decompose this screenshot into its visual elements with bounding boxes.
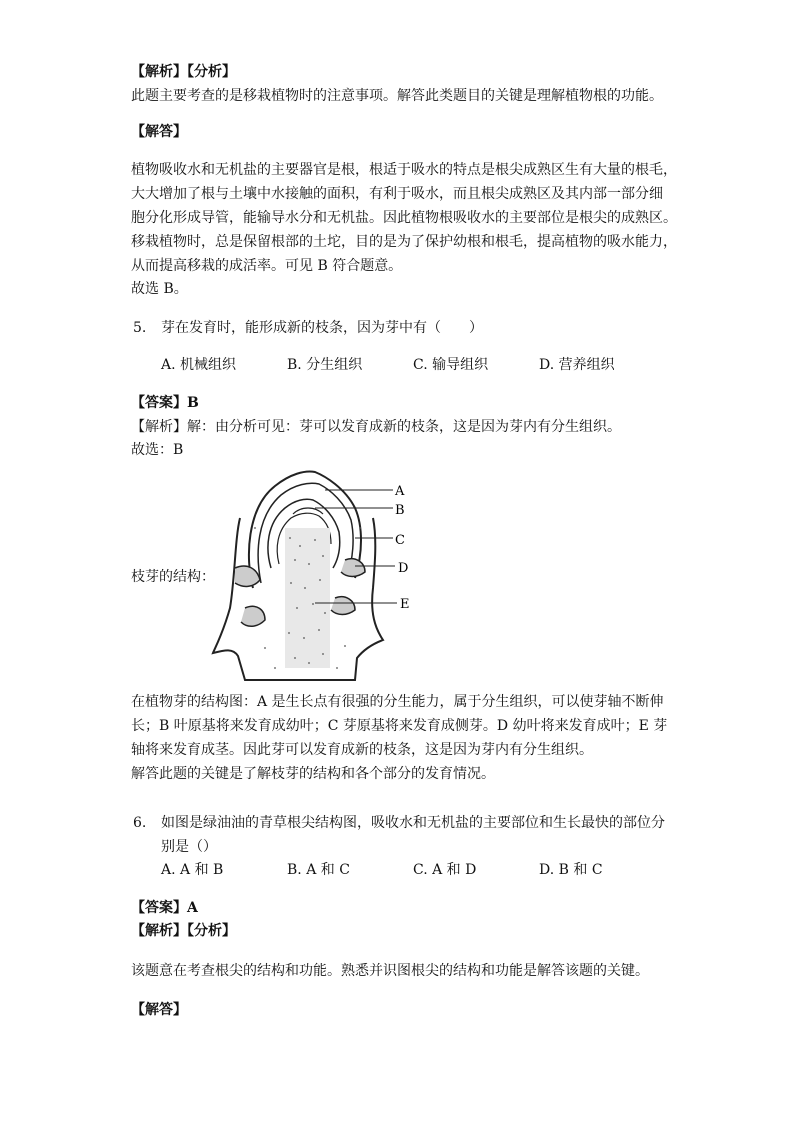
option-d: D. 营养组织 <box>539 357 615 373</box>
question-stem-line: 如图是绿油油的青草根尖结构图，吸收水和无机盐的主要部位和生长最快的部位分 <box>161 815 665 831</box>
section-label-answer: 【解答】 <box>131 124 187 140</box>
explanation-line: 解答此题的关键是了解枝芽的结构和各个部分的发育情况。 <box>131 766 495 782</box>
answer-line: 【答案】A <box>131 900 198 916</box>
question-number: 5. <box>133 320 147 336</box>
analysis-line: 【解析】解：由分析可见：芽可以发育成新的枝条，这是因为芽内有分生组织。 <box>131 419 621 435</box>
answer-paragraph-line: 植物吸收水和无机盐的主要器官是根，根适于吸水的特点是根尖成熟区生有大量的根毛， <box>131 162 677 178</box>
answer-paragraph-line: 大大增加了根与土壤中水接触的面积，有利于吸水，而且根尖成熟区及其内部一部分细 <box>131 186 663 202</box>
figure-caption: 枝芽的结构： <box>131 569 215 585</box>
question-number: 6. <box>133 815 147 831</box>
answer-line: 【答案】B <box>131 395 199 411</box>
option-b: B. 分生组织 <box>287 357 363 373</box>
answer-paragraph-line: 移栽植物时，总是保留根部的土坨，目的是为了保护幼根和根毛，提高植物的吸水能力， <box>131 234 677 250</box>
explanation-line: 轴将来发育成茎。因此芽可以发育成新的枝条，这是因为芽内有分生组织。 <box>131 742 593 758</box>
figure-label-e: E <box>400 597 410 612</box>
figure-label-a: A <box>395 484 405 499</box>
explanation-line: 在植物芽的结构图：A 是生长点有很强的分生能力，属于分生组织，可以使芽轴不断伸 <box>131 694 664 710</box>
conclusion-text: 故选：B <box>131 442 184 458</box>
bud-structure-figure <box>205 468 435 683</box>
question-stem-line: 别是（） <box>161 839 217 855</box>
conclusion-text: 故选 B。 <box>131 281 188 297</box>
section-label-analysis: 【解析】【分析】 <box>131 923 236 939</box>
analysis-text: 此题主要考查的是移栽植物时的注意事项。解答此类题目的关键是理解植物根的功能。 <box>131 88 663 104</box>
analysis-text: 该题意在考查根尖的结构和功能。熟悉并识图根尖的结构和功能是解答该题的关键。 <box>131 963 649 979</box>
option-a: A. A 和 B <box>161 862 224 878</box>
figure-label-b: B <box>395 503 405 518</box>
option-c: C. 输导组织 <box>413 357 489 373</box>
option-a: A. 机械组织 <box>161 357 237 373</box>
figure-label-d: D <box>398 561 409 576</box>
answer-paragraph-line: 从而提高移栽的成活率。可见 B 符合题意。 <box>131 258 403 274</box>
section-label-analysis: 【解析】【分析】 <box>131 64 236 80</box>
explanation-line: 长；B 叶原基将来发育成幼叶；C 芽原基将来发育成侧芽。D 幼叶将来发育成叶；E 芽 <box>131 718 668 734</box>
answer-paragraph-line: 胞分化形成导管，能输导水分和无机盐。因此植物根吸收水的主要部位是根尖的成熟区。 <box>131 210 677 226</box>
option-b: B. A 和 C <box>287 862 350 878</box>
option-c: C. A 和 D <box>413 862 477 878</box>
option-d: D. B 和 C <box>539 862 603 878</box>
figure-label-c: C <box>395 533 405 548</box>
section-label-answer: 【解答】 <box>131 1002 187 1018</box>
question-stem: 芽在发育时，能形成新的枝条，因为芽中有（ ） <box>161 320 483 336</box>
